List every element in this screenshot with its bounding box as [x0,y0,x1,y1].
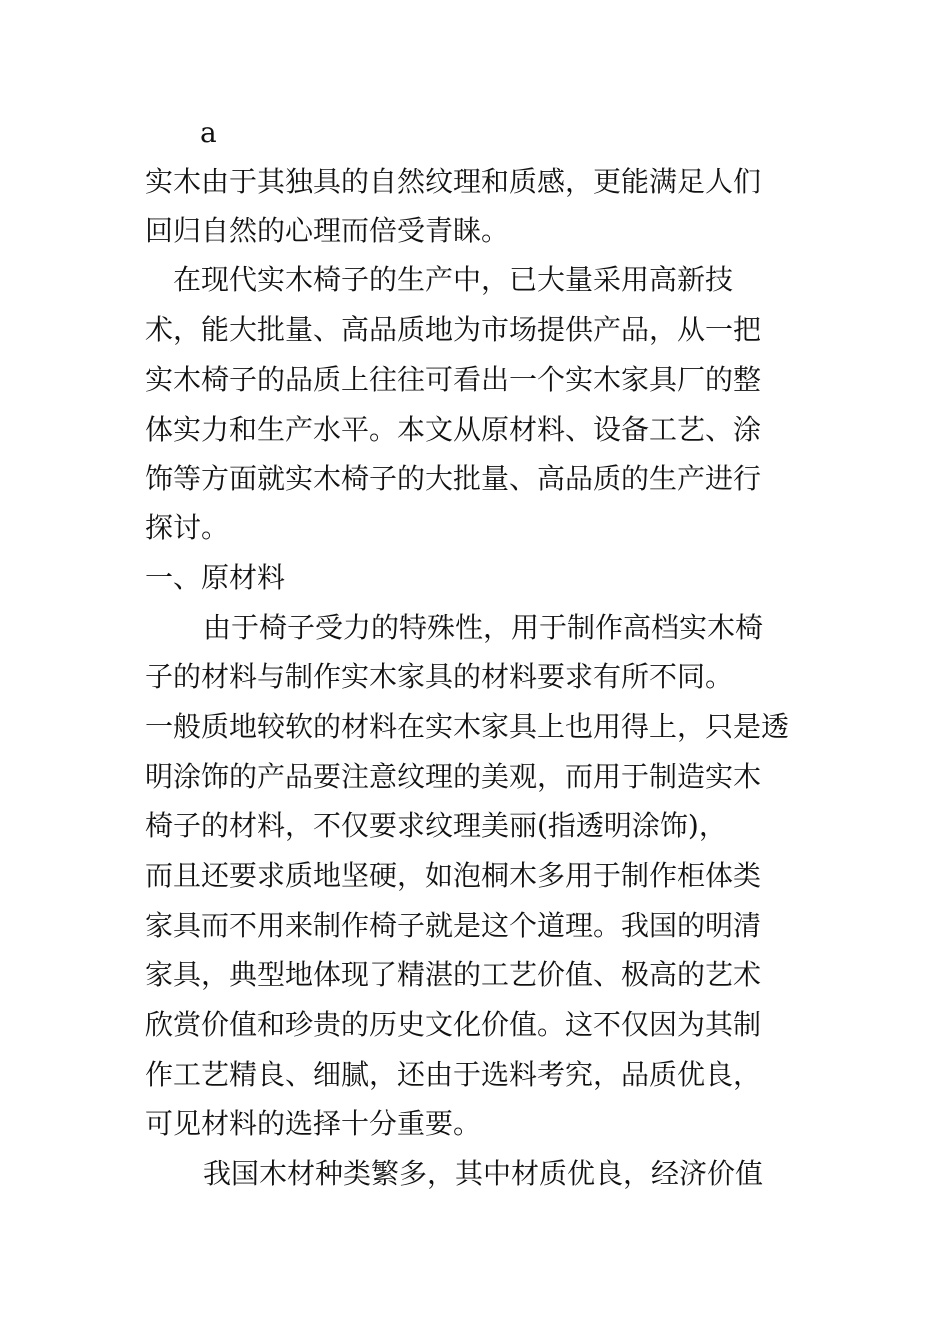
text-line: a [200,116,217,149]
text-line: 我国木材种类繁多，其中材质优良，经济价值 [203,1157,764,1190]
text-line: 体实力和生产水平。本文从原材料、设备工艺、涂 [145,413,762,446]
section-heading: 一、原材料 [145,561,286,594]
text-line: 而且还要求质地坚硬，如泡桐木多用于制作柜体类 [145,859,762,892]
text-line: 由于椅子受力的特殊性，用于制作高档实木椅 [203,611,764,644]
text-line: 一般质地较软的材料在实木家具上也用得上，只是透 [145,710,790,743]
text-line: 家具，典型地体现了精湛的工艺价值、极高的艺术 [145,958,762,991]
text-line: 在现代实木椅子的生产中，已大量采用高新技 [173,263,734,296]
text-line: 探讨。 [145,511,230,544]
text-line: 术，能大批量、高品质地为市场提供产品，从一把 [145,313,762,346]
text-line: 子的材料与制作实木家具的材料要求有所不同。 [145,660,734,693]
text-line: 实木椅子的品质上往往可看出一个实木家具厂的整 [145,363,762,396]
text-line: 椅子的材料，不仅要求纹理美丽(指透明涂饰)， [145,809,727,842]
text-line: 家具而不用来制作椅子就是这个道理。我国的明清 [145,909,762,942]
text-line: 欣赏价值和珍贵的历史文化价值。这不仅因为其制 [145,1008,762,1041]
text-line: 实木由于其独具的自然纹理和质感，更能满足人们 [145,165,762,198]
text-line: 饰等方面就实木椅子的大批量、高品质的生产进行 [145,462,762,495]
text-line: 回归自然的心理而倍受青睐。 [145,214,510,247]
text-line: 明涂饰的产品要注意纹理的美观，而用于制造实木 [145,760,762,793]
text-line: 作工艺精良、细腻，还由于选料考究，品质优良， [145,1058,762,1091]
text-line: 可见材料的选择十分重要。 [145,1107,482,1140]
